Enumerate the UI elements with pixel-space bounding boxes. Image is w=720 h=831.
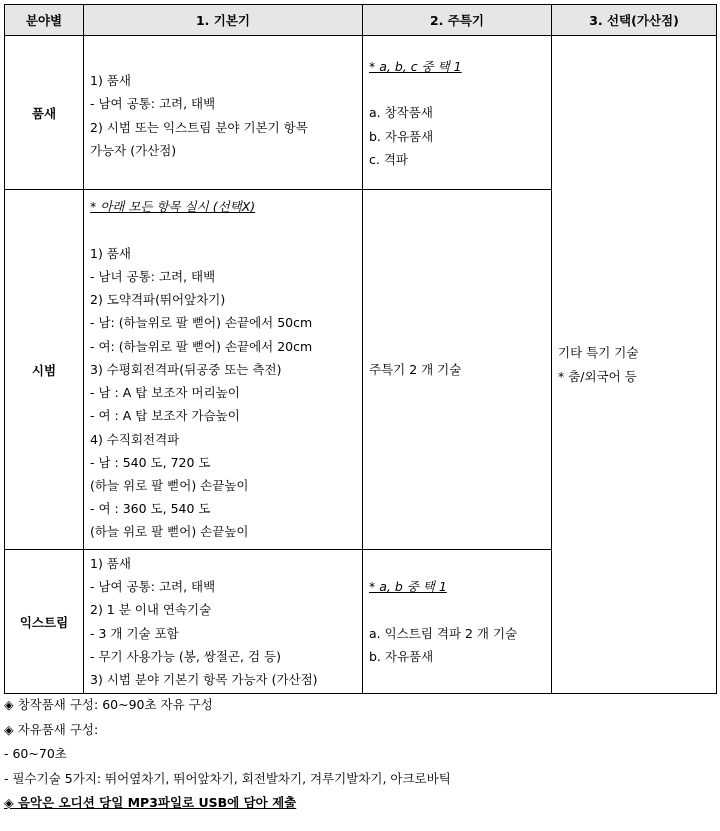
basic-line: 가능자 (가산점) bbox=[90, 142, 177, 158]
table-row bbox=[5, 36, 717, 190]
basic-line: - 여 : A 탑 보조자 가슴높이 bbox=[90, 408, 240, 424]
special-line: b. 자유품새 bbox=[369, 648, 434, 664]
header-category: 분야별 bbox=[5, 5, 84, 36]
footer-line: ◈ 자유품새 구성: bbox=[4, 721, 99, 737]
footer-line-bold: ◈ 음악은 오디션 당일 MP3파일로 USB에 담아 제출 bbox=[4, 795, 297, 810]
category-cell: 시범 bbox=[5, 190, 84, 550]
basic-line: (하늘 위로 팔 뻗어) 손끝높이 bbox=[90, 524, 249, 540]
special-note: * a, b 중 택 1 bbox=[369, 579, 447, 595]
header-row bbox=[5, 5, 717, 36]
special-line: a. 창작품새 bbox=[369, 105, 433, 121]
basic-line: - 남여 공통: 고려, 태백 bbox=[90, 96, 216, 112]
program-table bbox=[4, 4, 717, 694]
basic-cell bbox=[84, 190, 363, 550]
basic-line: - 남여 공통: 고려, 태백 bbox=[90, 579, 216, 595]
special-line: a. 익스트림 격파 2 개 기술 bbox=[369, 625, 518, 641]
special-cell bbox=[363, 550, 552, 694]
basic-line: 3) 수평회전격파(뒤공중 또는 측전) bbox=[90, 361, 282, 377]
special-note: * a, b, c 중 택 1 bbox=[369, 59, 462, 74]
basic-line: - 여 : 360 도, 540 도 bbox=[90, 501, 211, 517]
footer-line: ◈ 창작품새 구성: 60~90초 자유 구성 bbox=[4, 697, 213, 712]
basic-line: - 무기 사용가능 (봉, 쌍절곤, 검 등) bbox=[90, 648, 281, 664]
basic-line: - 3 개 기술 포함 bbox=[90, 625, 179, 641]
basic-line: 4) 수직회전격파 bbox=[90, 431, 180, 447]
basic-line: 2) 1 분 이내 연속기술 bbox=[90, 602, 212, 618]
basic-line: - 여: (하늘위로 팔 뻗어) 손끝에서 20cm bbox=[90, 338, 313, 354]
basic-line: 1) 품새 bbox=[90, 73, 131, 89]
basic-line: 1) 품새 bbox=[90, 245, 131, 261]
basic-line: (하늘 위로 팔 뻗어) 손끝높이 bbox=[90, 477, 249, 493]
selection-line: 기타 특기 기술 bbox=[558, 345, 639, 361]
selection-cell bbox=[552, 36, 717, 694]
special-line: 주특기 2 개 기술 bbox=[369, 361, 462, 377]
basic-line: 2) 도약격파(뛰어앞차기) bbox=[90, 292, 226, 308]
category-cell: 익스트림 bbox=[5, 550, 84, 694]
basic-note: * 아래 모든 항목 실시 (선택X) bbox=[90, 199, 256, 215]
footer-notes bbox=[4, 693, 716, 816]
basic-line: - 남 : A 탑 보조자 머리높이 bbox=[90, 385, 240, 401]
header-selection: 3. 선택(가산점) bbox=[552, 5, 717, 36]
basic-cell bbox=[84, 550, 363, 694]
footer-line: - 60~70초 bbox=[4, 746, 67, 761]
special-cell bbox=[363, 36, 552, 190]
basic-cell bbox=[84, 36, 363, 190]
header-basic: 1. 기본기 bbox=[84, 5, 363, 36]
selection-line: * 춤/외국어 등 bbox=[558, 368, 637, 384]
basic-line: 3) 시범 분야 기본기 항목 가능자 (가산점) bbox=[90, 672, 318, 688]
special-line: b. 자유품새 bbox=[369, 128, 434, 144]
basic-line: - 남 : 540 도, 720 도 bbox=[90, 454, 211, 470]
header-special: 2. 주특기 bbox=[363, 5, 552, 36]
basic-line: - 남: (하늘위로 팔 뻗어) 손끝에서 50cm bbox=[90, 315, 313, 331]
basic-line: 1) 품새 bbox=[90, 556, 131, 571]
special-line: c. 격파 bbox=[369, 151, 408, 167]
basic-line: - 남녀 공통: 고려, 태백 bbox=[90, 269, 216, 285]
footer-line: - 필수기술 5가지: 뛰어옆차기, 뛰어앞차기, 회전발차기, 겨루기발차기, 아크로바틱 bbox=[4, 770, 451, 786]
basic-line: 2) 시범 또는 익스트림 분야 기본기 항목 bbox=[90, 119, 308, 135]
category-cell: 품새 bbox=[5, 36, 84, 190]
special-cell bbox=[363, 190, 552, 550]
